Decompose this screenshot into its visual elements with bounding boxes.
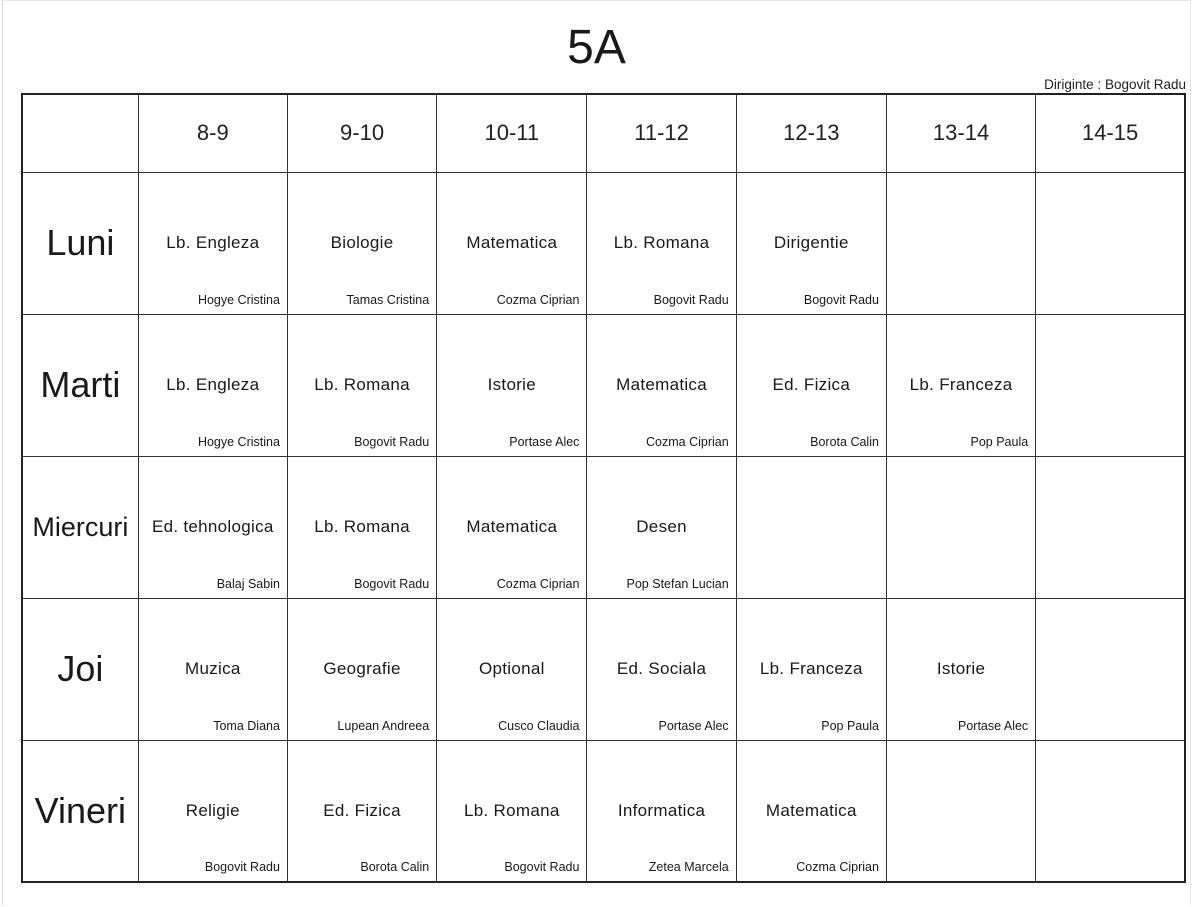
hour-header: 10-11 [437,94,587,172]
schedule-cell [587,172,736,314]
subject-name: Lb. Romana [314,374,410,394]
subject-name: Matematica [466,232,558,252]
hour-header: 11-12 [587,94,736,172]
schedule-cell [587,314,736,456]
subject-name: Lb. Romana [464,800,560,820]
schedule-cell [138,314,287,456]
teacher-name: Hogye Cristina [197,292,280,307]
teacher-name: Pop Stefan Lucian [626,576,729,591]
subject-name: Optional [478,658,545,678]
subject-name: Geografie [323,658,401,678]
teacher-name: Cozma Ciprian [496,576,580,591]
subject-name: Biologie [330,232,394,252]
schedule-cell [437,456,587,598]
subject-name: Ed. tehnologica [151,516,274,536]
schedule-cell [587,456,736,598]
schedule-cell [437,172,587,314]
teacher-name: Bogovit Radu [653,292,729,307]
schedule-cell [437,598,587,740]
teacher-name: Portase Alec [509,434,580,449]
schedule-cell [736,172,886,314]
teacher-name: Cozma Ciprian [646,434,729,449]
subject-name: Ed. Sociala [616,658,707,678]
teacher-name: Toma Diana [213,718,280,733]
teacher-name: Portase Alec [658,718,729,733]
day-label: Marti [22,314,138,456]
teacher-name: Pop Paula [970,434,1029,449]
subject-name: Religie [185,800,240,820]
subject-name: Istorie [936,658,986,678]
teacher-name: Cozma Ciprian [496,292,580,307]
day-label: Joi [22,598,138,740]
day-row [22,172,1185,314]
schedule-cell [1036,172,1185,314]
teacher-name: Bogovit Radu [204,860,280,874]
header-row [22,94,1185,172]
day-label: Vineri [22,740,138,882]
subject-name: Muzica [184,658,241,678]
schedule-cell [287,172,436,314]
schedule-cell [736,740,886,882]
schedule-cell [587,740,736,882]
day-label: Miercuri [22,456,138,598]
schedule-cell [437,740,587,882]
schedule-cell [138,172,287,314]
teacher-name: Cusco Claudia [498,718,580,733]
schedule-cell [736,456,886,598]
day-row [22,740,1185,882]
hour-header: 8-9 [138,94,287,172]
schedule-cell [437,314,587,456]
subject-name: Matematica [616,374,707,394]
subject-name: Lb. Romana [314,516,410,536]
schedule-table [21,93,1186,883]
schedule-cell [138,740,287,882]
hour-header: 13-14 [886,94,1035,172]
subject-name: Matematica [466,516,558,536]
schedule-cell [138,598,287,740]
subject-name: Dirigentie [773,232,849,252]
schedule-cell [1036,740,1185,882]
subject-name: Ed. Fizica [772,374,851,394]
schedule-cell [886,456,1035,598]
schedule-cell [736,314,886,456]
schedule-cell [587,598,736,740]
subject-name: Lb. Franceza [909,374,1013,394]
teacher-name: Zetea Marcela [648,860,729,874]
schedule-cell [287,598,436,740]
subject-name: Matematica [765,800,857,820]
teacher-name: Pop Paula [821,718,879,733]
teacher-name: Cozma Ciprian [796,860,879,874]
teacher-name: Borota Calin [810,434,879,449]
teacher-name: Portase Alec [958,718,1029,733]
corner-cell [22,94,138,172]
schedule-cell [287,456,436,598]
teacher-name: Bogovit Radu [354,576,430,591]
teacher-name: Lupean Andreea [337,718,430,733]
teacher-name: Balaj Sabin [216,576,280,591]
teacher-name: Bogovit Radu [504,860,580,874]
subject-name: Ed. Fizica [323,800,401,820]
schedule-cell [1036,314,1185,456]
teacher-name: Bogovit Radu [803,292,879,307]
subject-name: Lb. Engleza [166,232,260,252]
schedule-cell [1036,456,1185,598]
subject-name: Lb. Franceza [759,658,863,678]
schedule-cell [886,740,1035,882]
day-label: Luni [22,172,138,314]
schedule-cell [886,598,1035,740]
subject-name: Lb. Engleza [166,374,260,394]
teacher-name: Tamas Cristina [346,292,430,307]
teacher-name: Hogye Cristina [197,434,280,449]
schedule-cell [138,456,287,598]
schedule-cell [287,314,436,456]
day-row [22,598,1185,740]
teacher-name: Bogovit Radu [354,434,430,449]
schedule-cell [886,172,1035,314]
schedule-cell [886,314,1035,456]
teacher-name: Borota Calin [360,860,430,874]
class-title: 5A [567,21,626,74]
schedule-cell [736,598,886,740]
schedule-cell [1036,598,1185,740]
schedule-cell [287,740,436,882]
day-row [22,456,1185,598]
day-row [22,314,1185,456]
subject-name: Lb. Romana [613,232,710,252]
subject-name: Informatica [617,800,706,820]
diriginte-label: Diriginte : Bogovit Radu [1044,77,1186,92]
hour-header: 12-13 [736,94,886,172]
subject-name: Istorie [487,374,537,394]
hour-header: 9-10 [287,94,436,172]
hour-header: 14-15 [1036,94,1185,172]
subject-name: Desen [636,516,687,536]
